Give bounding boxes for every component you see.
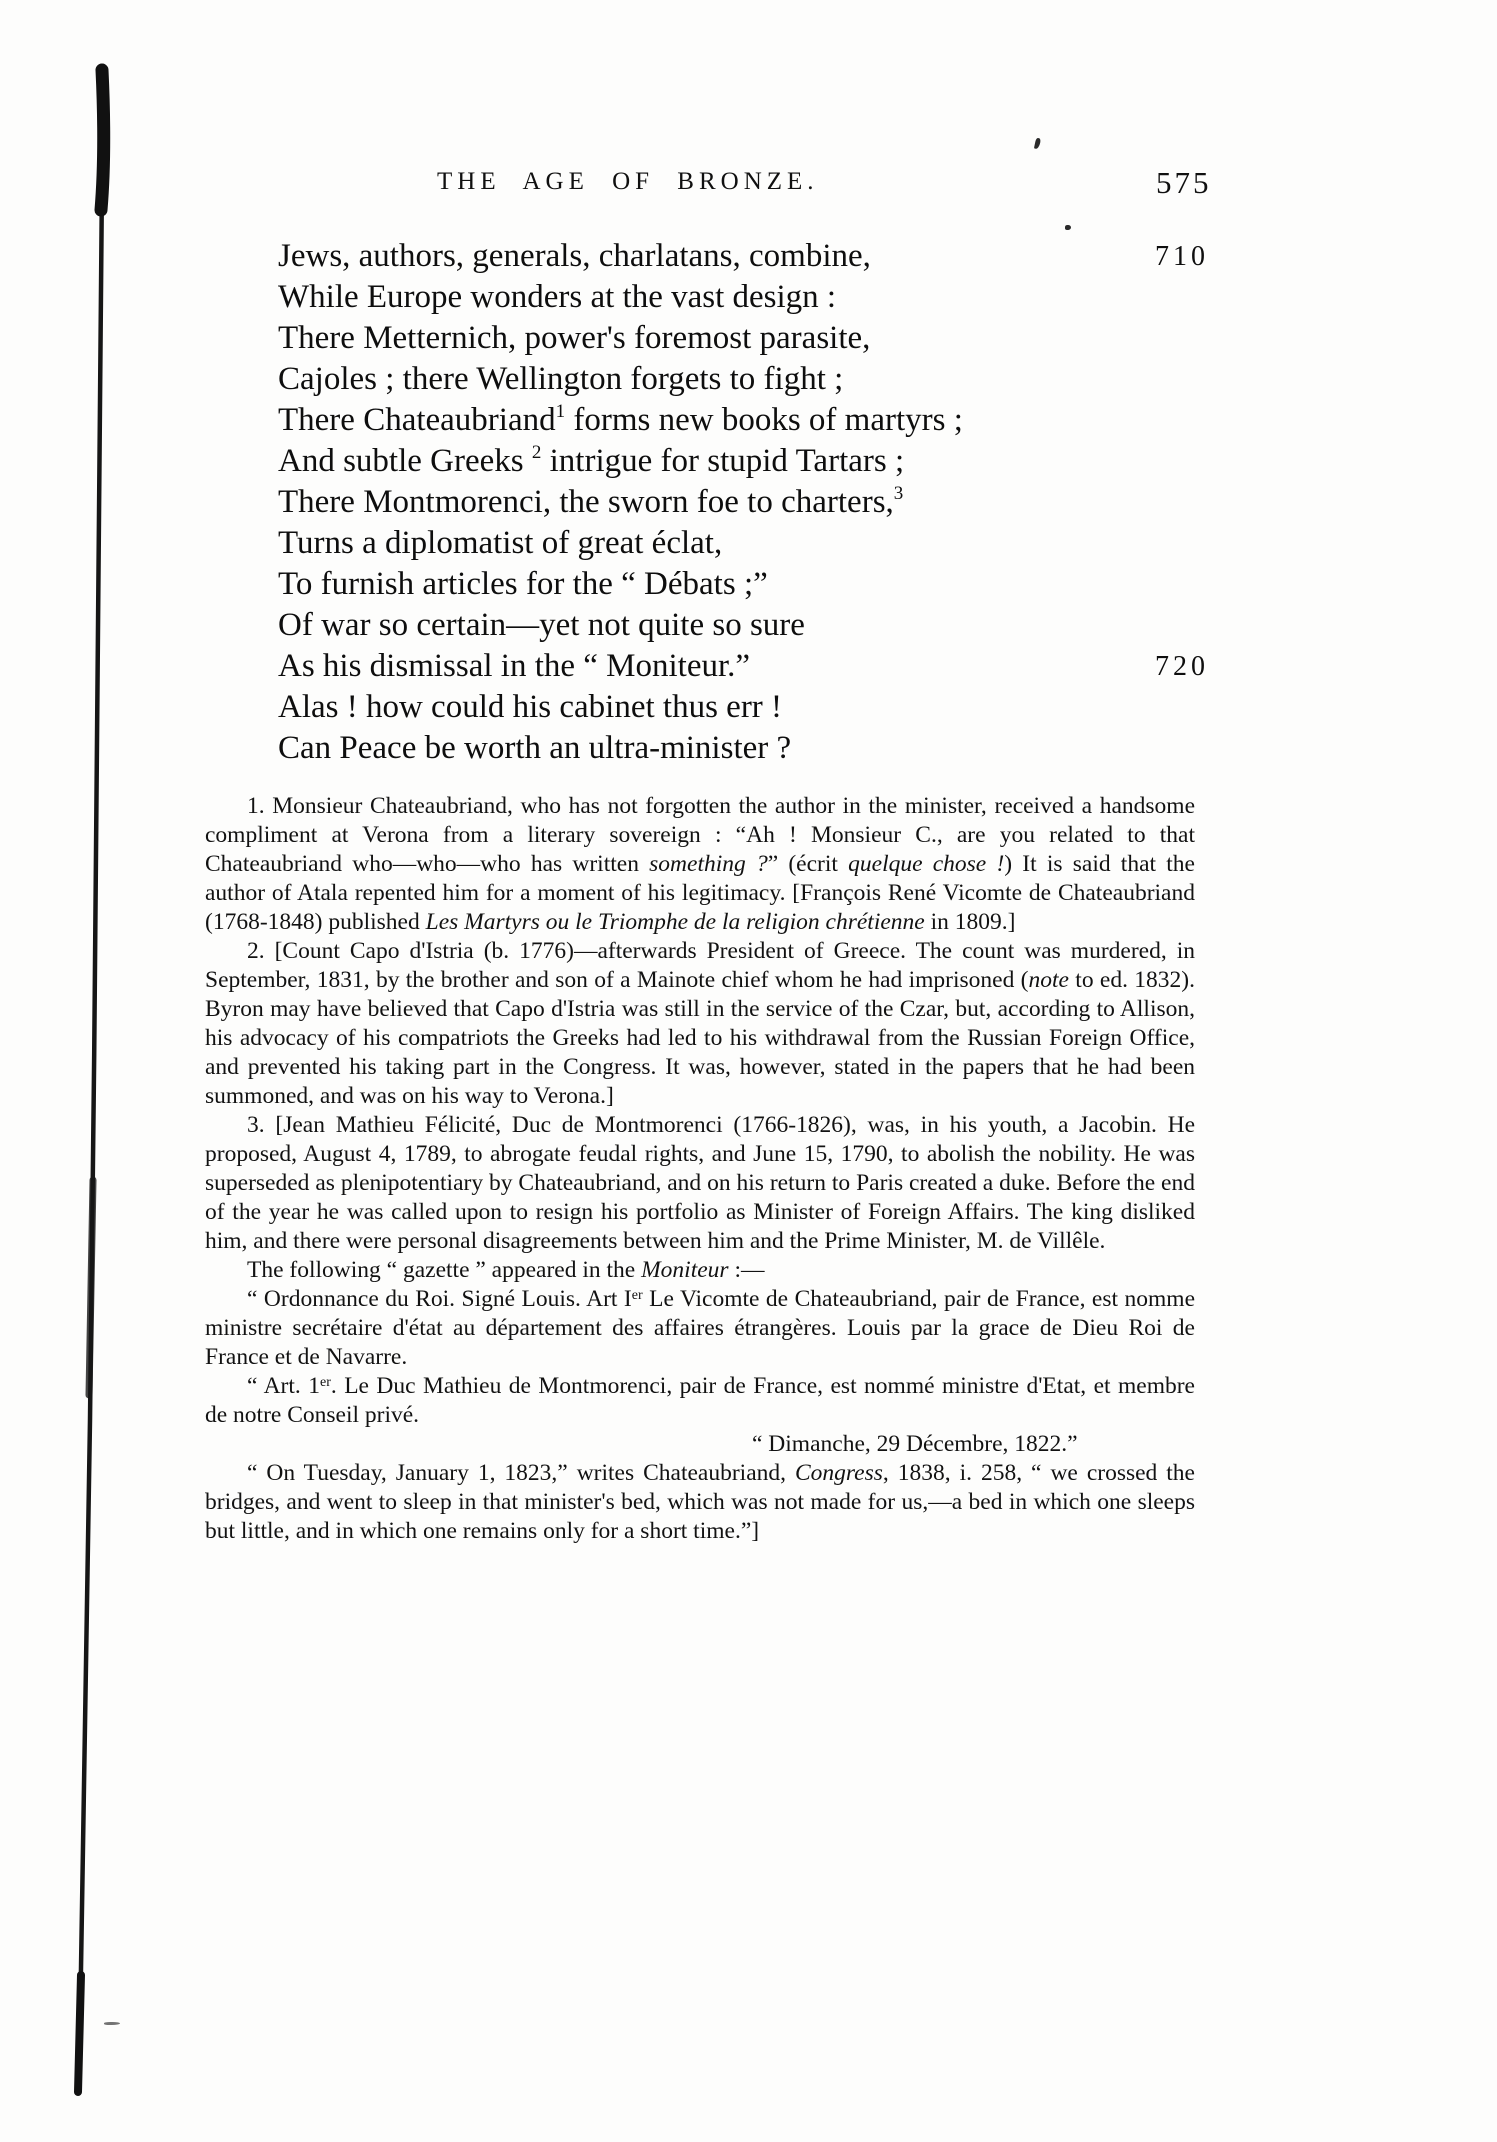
running-header: THE AGE OF BRONZE.: [437, 168, 819, 195]
footnote-2: 2. [Count Capo d'Istria (b. 1776)—afterwards President of Greece. The count was murdered, in September, 1831, by the brother and son of a Mainote chief whom he had imprisoned (note to ed. 1832). Byron may have believed that Capo d'Istria was still in the service of the Czar, but, according to Allison, his advocacy of his compatriots the Greeks had led to his withdrawal from the Russian Foreign Office, and prevented his taking part in the Congress. It was, however, stated in the papers that he had been summoned, and was on his way to Verona.]: [205, 938, 1195, 1109]
verse-line-number: 710: [1155, 241, 1209, 272]
scan-artifact-dot: [1065, 225, 1071, 230]
footnote-dimanche-dateline: “ Dimanche, 29 Décembre, 1822.”: [752, 1431, 1078, 1457]
poem-line: [278, 359, 1208, 400]
poem-line: [278, 441, 1208, 482]
poem-line: [278, 482, 1208, 523]
poem-line-text: While Europe wonders at the vast design :: [278, 279, 837, 315]
scan-artifact-dash: [104, 2022, 120, 2025]
poem-line-text: Cajoles ; there Wellington forgets to fight ;: [278, 361, 844, 397]
poem-line-text: Of war so certain—yet not quite so sure: [278, 607, 805, 643]
poem-line-text: As his dismissal in the “ Moniteur.”: [278, 648, 751, 684]
footnote-3: 3. [Jean Mathieu Félicité, Duc de Montmorenci (1766-1826), was, in his youth, a Jacobin. He proposed, August 4, 1789, to abrogate feudal rights, and June 15, 1790, to abolish the nobility. He was superseded as plenipotentiary by Chateaubriand, and on his return to Paris created a duke. Before the end of the year he was called upon to resign his portfolio as Minister of Foreign Affairs. The king disliked him, and there were personal disagreements between him and the Prime Minister, M. de Villêle.: [205, 1112, 1195, 1254]
poem-line-text: Turns a diplomatist of great éclat,: [278, 525, 723, 561]
footnote-ordonnance: “ Ordonnance du Roi. Signé Louis. Art Ier Le Vicomte de Chateaubriand, pair de France, est nomme ministre secrétaire d'état au département des affaires étrangères. Louis par la grace de Dieu Roi de France et de Navarre.: [205, 1286, 1195, 1370]
footnotes-block: [205, 792, 1195, 1546]
verse-line-number: 720: [1155, 651, 1209, 682]
poem-line-text: To furnish articles for the “ Débats ;”: [278, 566, 768, 602]
poem-line: [278, 277, 1208, 318]
scan-artifact-comma: [1034, 138, 1041, 150]
poem-line-text: And subtle Greeks $^2$ intrigue for stupid Tartars ;: [278, 442, 905, 479]
poem-line: [278, 400, 1208, 441]
poem-line: [278, 646, 1208, 687]
poem-line-text: Alas ! how could his cabinet thus err !: [278, 689, 783, 725]
poem-line: [278, 236, 1208, 277]
footnote-on-tuesday: “ On Tuesday, January 1, 1823,” writes Chateaubriand, Congress, 1838, i. 258, “ we crossed the bridges, and went to sleep in that minister's bed, which was not made for us,—a bed in which one sleeps but little, and in which one remains only for a short time.”]: [205, 1460, 1195, 1544]
poem-line-text: Can Peace be worth an ultra-minister ?: [278, 730, 792, 766]
poem-line: [278, 728, 1208, 769]
poem-line: [278, 687, 1208, 728]
poem-line-text: There Chateaubriand$^1$ forms new books of martyrs ;: [278, 401, 963, 438]
poem-line: [278, 605, 1208, 646]
poem-line: [278, 318, 1208, 359]
poem-line: [278, 564, 1208, 605]
poem-line: [278, 523, 1208, 564]
footnote-gazette-intro: The following “ gazette ” appeared in the Moniteur :—: [247, 1257, 765, 1283]
poem-line-text: There Montmorenci, the sworn foe to charters,$^3$: [278, 483, 904, 520]
footnote-1: 1. Monsieur Chateaubriand, who has not forgotten the author in the minister, received a handsome compliment at Verona from a literary sovereign : “Ah ! Monsieur C., are you related to that Chateaubriand who—who—who has written something ?” (écrit quelque chose !) It is said that the author of Atala repented him for a moment of his legitimacy. [François René Vicomte de Chateaubriand (1768-1848) published Les Martyrs ou le Triomphe de la religion chrétienne in 1809.]: [205, 793, 1195, 935]
poem-stanza: [278, 236, 1208, 769]
binding-edge-line: [0, 0, 170, 2142]
poem-line-text: There Metternich, power's foremost parasite,: [278, 320, 871, 356]
poem-line-text: Jews, authors, generals, charlatans, combine,: [278, 238, 871, 274]
page-number: 575: [1156, 165, 1212, 200]
footnote-art-premier: “ Art. 1er. Le Duc Mathieu de Montmorenci, pair de France, est nommé ministre d'Etat, et membre de notre Conseil privé.: [205, 1373, 1195, 1428]
